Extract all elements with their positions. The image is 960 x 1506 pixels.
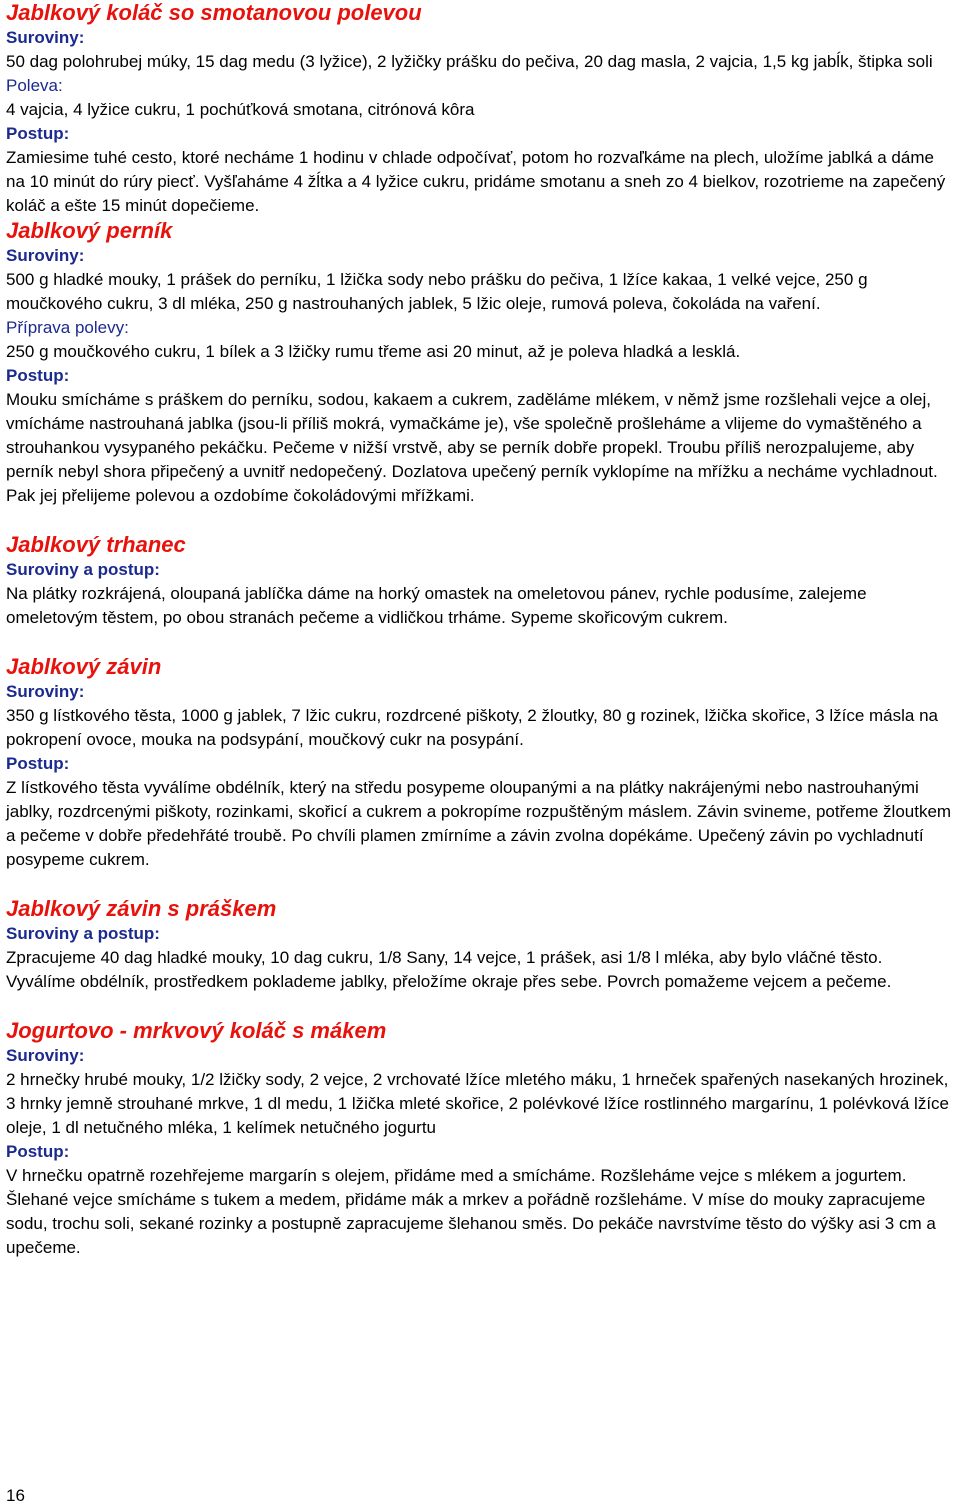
- spacer: [6, 872, 956, 896]
- ingredients-method-text: Na plátky rozkrájená, oloupaná jablíčka dáme na horký omastek na omeletovou pánev, rychle podusíme, zalejeme omeletovým těstem, po obou stranách pečeme a vidličkou trháme. Sypeme skořicovým cukrem.: [6, 584, 867, 627]
- recipe-1: [6, 0, 956, 218]
- ingredients-method-text: Zpracujeme 40 dag hladké mouky, 10 dag cukru, 1/8 Sany, 14 vejce, 1 prášek, asi 1/8 l mléka, aby bylo vláčné těsto. Vyválíme obdélník, prostředkem poklademe jablky, přeložíme okraje přes sebe. Povrch pomažeme vejcem a pečeme.: [6, 948, 892, 991]
- topping-label: Poleva:: [6, 76, 63, 95]
- recipe-5: [6, 896, 956, 994]
- ingredients-text: 350 g lístkového těsta, 1000 g jablek, 7 lžic cukru, rozdrcené piškoty, 2 žloutky, 80 g rozinek, lžička skořice, 3 lžíce másla na pokropení ovoce, mouka na podsypání, moučkový cukr na posypání.: [6, 706, 938, 749]
- recipe-title: Jablkový trhanec: [6, 532, 186, 557]
- recipe-title: Jablkový závin s práškem: [6, 896, 277, 921]
- topping-text: 250 g moučkového cukru, 1 bílek a 3 lžičky rumu třeme asi 20 minut, až je poleva hladká a lesklá.: [6, 342, 741, 361]
- recipe-4: [6, 654, 956, 872]
- document-page: [6, 0, 956, 1260]
- page-number: 16: [6, 1486, 25, 1505]
- recipe-title: Jablkový závin: [6, 654, 162, 679]
- topping-label: Příprava polevy:: [6, 318, 129, 337]
- recipe-title: Jablkový koláč so smotanovou polevou: [6, 0, 422, 25]
- method-label: Postup:: [6, 1142, 70, 1161]
- recipe-2: [6, 218, 956, 508]
- spacer: [6, 994, 956, 1018]
- method-label: Postup:: [6, 124, 70, 143]
- ingredients-text: 500 g hladké mouky, 1 prášek do perníku, 1 lžička sody nebo prášku do pečiva, 1 lžíce kakaa, 1 velké vejce, 250 g moučkového cukru, 3 dl mléka, 250 g nastrouhaných jablek, 5 lžic oleje, rumová poleva, čokoláda na vaření.: [6, 270, 868, 313]
- recipe-6: [6, 1018, 956, 1260]
- ingredients-label: Suroviny:: [6, 28, 85, 47]
- ingredients-label: Suroviny:: [6, 246, 85, 265]
- spacer: [6, 508, 956, 532]
- method-text: V hrnečku opatrně rozehřejeme margarín s olejem, přidáme med a smícháme. Rozšleháme vejce s mlékem a jogurtem. Šlehané vejce smícháme s tukem a medem, přidáme mák a mrkev a pořádně rozšleháme. V míse do mouky zapracujeme sodu, trochu soli, sekané rozinky a postupně zapracujeme šlehanou směs. Do pekáče navrstvíme těsto do výšky asi 3 cm a upečeme.: [6, 1166, 936, 1257]
- recipe-title: Jablkový perník: [6, 218, 173, 243]
- method-text: Zamiesime tuhé cesto, ktoré necháme 1 hodinu v chlade odpočívať, potom ho rozvaľkáme na plech, uložíme jablká a dáme na 10 minút do rúry piecť. Vyšľaháme 4 žĺtka a 4 lyžice cukru, pridáme smotanu a sneh zo 4 bielkov, rozotrieme na zapečený koláč a ešte 15 minút dopečieme.: [6, 148, 946, 215]
- ingredients-text: 50 dag polohrubej múky, 15 dag medu (3 lyžice), 2 lyžičky prášku do pečiva, 20 dag masla, 2 vajcia, 1,5 kg jabĺk, štipka soli: [6, 52, 933, 71]
- topping-text: 4 vajcia, 4 lyžice cukru, 1 pochúťková smotana, citrónová kôra: [6, 100, 475, 119]
- recipe-title: Jogurtovo - mrkvový koláč s mákem: [6, 1018, 387, 1043]
- ingredients-text: 2 hrnečky hrubé mouky, 1/2 lžičky sody, 2 vejce, 2 vrchovaté lžíce mletého máku, 1 hrneček spařených nasekaných hrozinek, 3 hrnky jemně strouhané mrkve, 1 dl medu, 1 lžička mleté skořice, 2 polévkové lžíce rostlinného margarínu, 1 polévková lžíce oleje, 1 dl netučného mléka, 1 kelímek netučného jogurtu: [6, 1070, 950, 1137]
- method-label: Postup:: [6, 754, 70, 773]
- spacer: [6, 630, 956, 654]
- method-text: Z lístkového těsta vyválíme obdélník, který na středu posypeme oloupanými a na plátky nakrájenými nebo nastrouhanými jablky, rozdrcenými piškoty, rozinkami, skořicí a cukrem a pokropíme rozpuštěným máslem. Závin svineme, potřeme žloutkem a pečeme v dobře předehřáté troubě. Po chvíli plamen zmírníme a závin zvolna dopékáme. Upečený závin po vychladnutí posypeme cukrem.: [6, 778, 952, 869]
- ingredients-label: Suroviny:: [6, 1046, 85, 1065]
- recipe-3: [6, 532, 956, 630]
- ingredients-method-label: Suroviny a postup:: [6, 924, 160, 943]
- method-text: Mouku smícháme s práškem do perníku, sodou, kakaem a cukrem, zaděláme mlékem, v němž jsme rozšlehali vejce a olej, vmícháme nastrouhaná jablka (jsou-li příliš mokrá, vymačkáme je), vše společně prošleháme a vlijeme do vymaštěného a strouhankou vysypaného pekáčku. Pečeme v nižší vrstvě, aby se perník dobře propekl. Troubu příliš nerozpalujeme, aby perník nebyl shora připečený a uvnitř nedopečený. Dozlatova upečený perník vyklopíme na mřížku a necháme vychladnout. Pak jej přelijeme polevou a ozdobíme čokoládovými mřížkami.: [6, 390, 938, 505]
- ingredients-method-label: Suroviny a postup:: [6, 560, 160, 579]
- method-label: Postup:: [6, 366, 70, 385]
- ingredients-label: Suroviny:: [6, 682, 85, 701]
